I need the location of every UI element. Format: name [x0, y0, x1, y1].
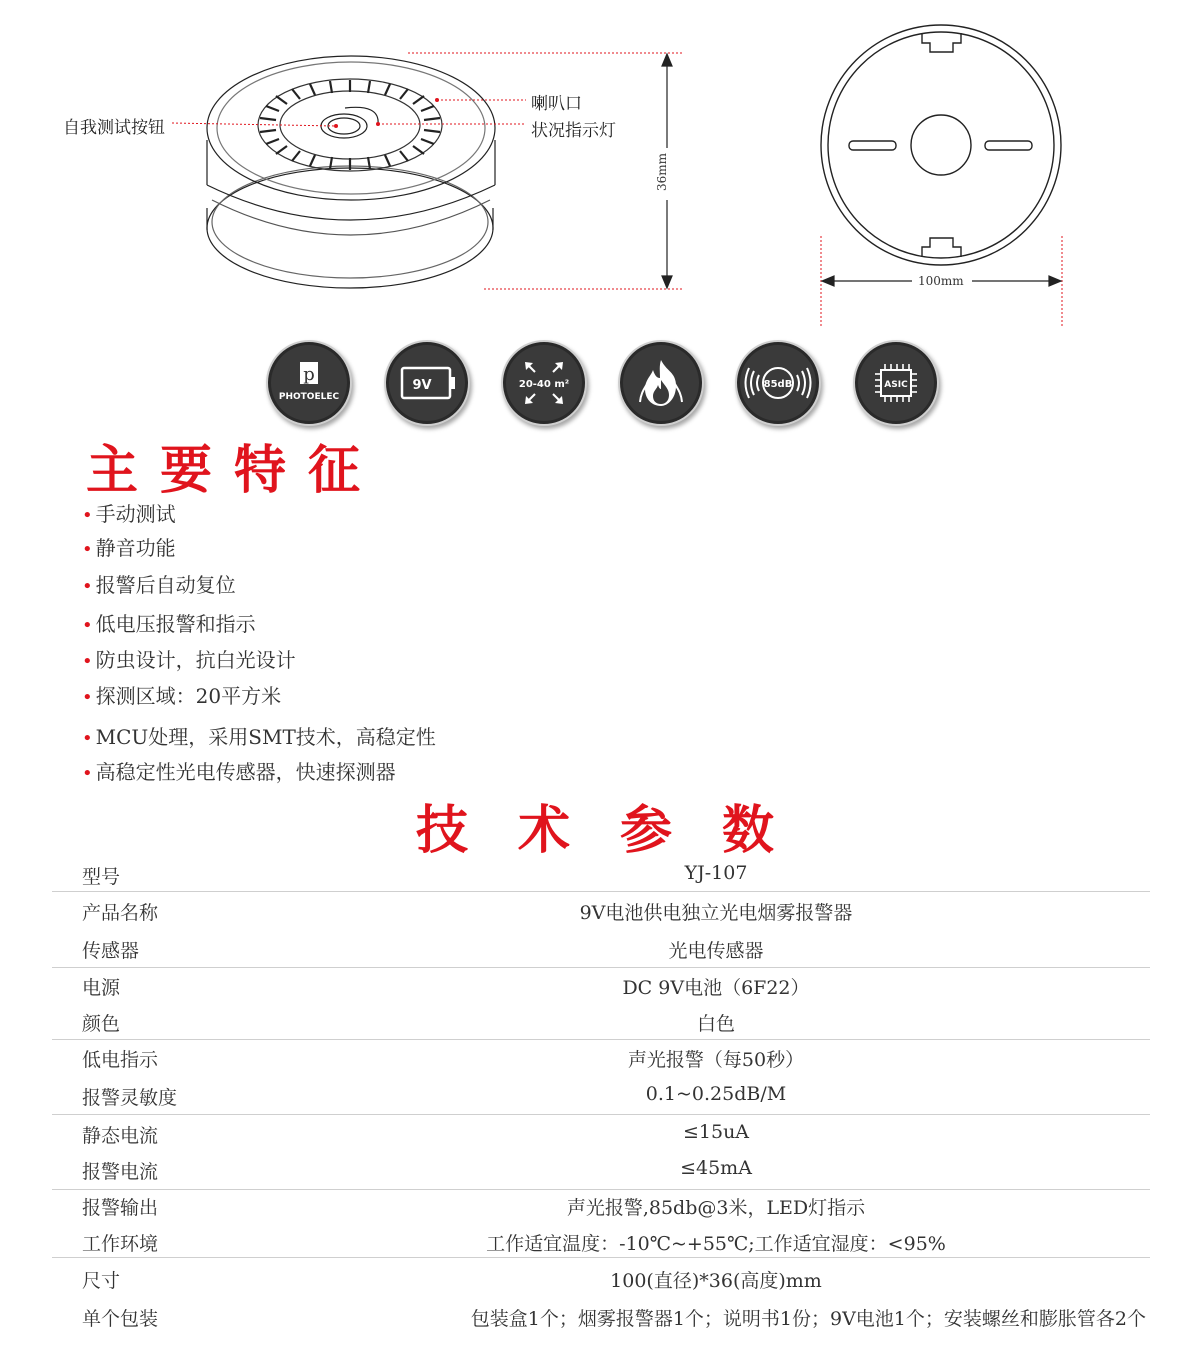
- area-coverage-icon: [501, 340, 587, 426]
- table-row: 电源 DC 9V电池（6F22）: [82, 977, 810, 999]
- list-item: • 高稳定性光电传感器，快速探测器: [82, 760, 396, 784]
- table-row: 报警电流 ≤45mA: [82, 1157, 752, 1183]
- diameter-dimension: 100mm: [918, 274, 964, 288]
- svg-text:ASIC: ASIC: [884, 380, 908, 390]
- table-row: 报警输出 声光报警,85db@3米，LED灯指示: [82, 1197, 866, 1219]
- list-item: • 静音功能: [82, 536, 176, 560]
- table-row: 工作环境 工作适宜温度：-10℃~+55℃;工作适宜湿度：<95%: [82, 1233, 946, 1255]
- table-row: 颜色 白色: [82, 1013, 735, 1035]
- asic-chip-icon: [853, 340, 939, 426]
- table-row: 型号 YJ-107: [82, 862, 748, 888]
- table-row: 静态电流 ≤15uA: [82, 1121, 750, 1147]
- photoelectric-icon: [266, 340, 352, 426]
- list-item: • 防虫设计，抗白光设计: [82, 648, 296, 672]
- self-test-button-label: 自我测试按钮: [63, 118, 165, 138]
- table-row: 产品名称 9V电池供电独立光电烟雾报警器: [82, 902, 853, 924]
- smoke-detector-drawing: [0, 0, 1200, 335]
- svg-text:85dB: 85dB: [763, 379, 793, 390]
- divider: [52, 1257, 1150, 1258]
- svg-text:9V: 9V: [412, 378, 432, 393]
- svg-text:p: p: [303, 364, 315, 385]
- status-led-label: 状况指示灯: [531, 121, 616, 141]
- table-row: 报警灵敏度 0.1~0.25dB/M: [82, 1083, 787, 1109]
- fire-icon: [618, 340, 704, 426]
- product-diagram: [0, 0, 1200, 335]
- svg-text:20-40 m²: 20-40 m²: [518, 379, 570, 390]
- sound-85db-icon: [735, 340, 821, 426]
- battery-9v-icon: [384, 340, 470, 426]
- table-row: 低电指示 声光报警（每50秒）: [82, 1049, 805, 1071]
- table-row: 尺寸 100(直径)*36(高度)mm: [82, 1270, 822, 1292]
- list-item: • 手动测试: [82, 502, 176, 526]
- speaker-label: 喇叭口: [531, 94, 582, 114]
- table-row: 传感器 光电传感器: [82, 940, 764, 962]
- feature-icon-row: [0, 340, 1200, 426]
- list-item: • 探测区域：20平方米: [82, 684, 282, 708]
- list-item: • 低电压报警和指示: [82, 612, 256, 636]
- svg-text:PHOTOELEC: PHOTOELEC: [278, 392, 340, 402]
- height-dimension: 36mm: [655, 152, 670, 192]
- list-item: • MCU处理，采用SMT技术，高稳定性: [82, 725, 436, 749]
- specs-title: 技术参数: [416, 801, 825, 861]
- table-row: 单个包装 包装盒1个；烟雾报警器1个；说明书1份；9V电池1个；安装螺丝和膨胀管各2个: [82, 1308, 1146, 1330]
- list-item: • 报警后自动复位: [82, 573, 236, 597]
- features-title: 主要特征: [86, 441, 383, 501]
